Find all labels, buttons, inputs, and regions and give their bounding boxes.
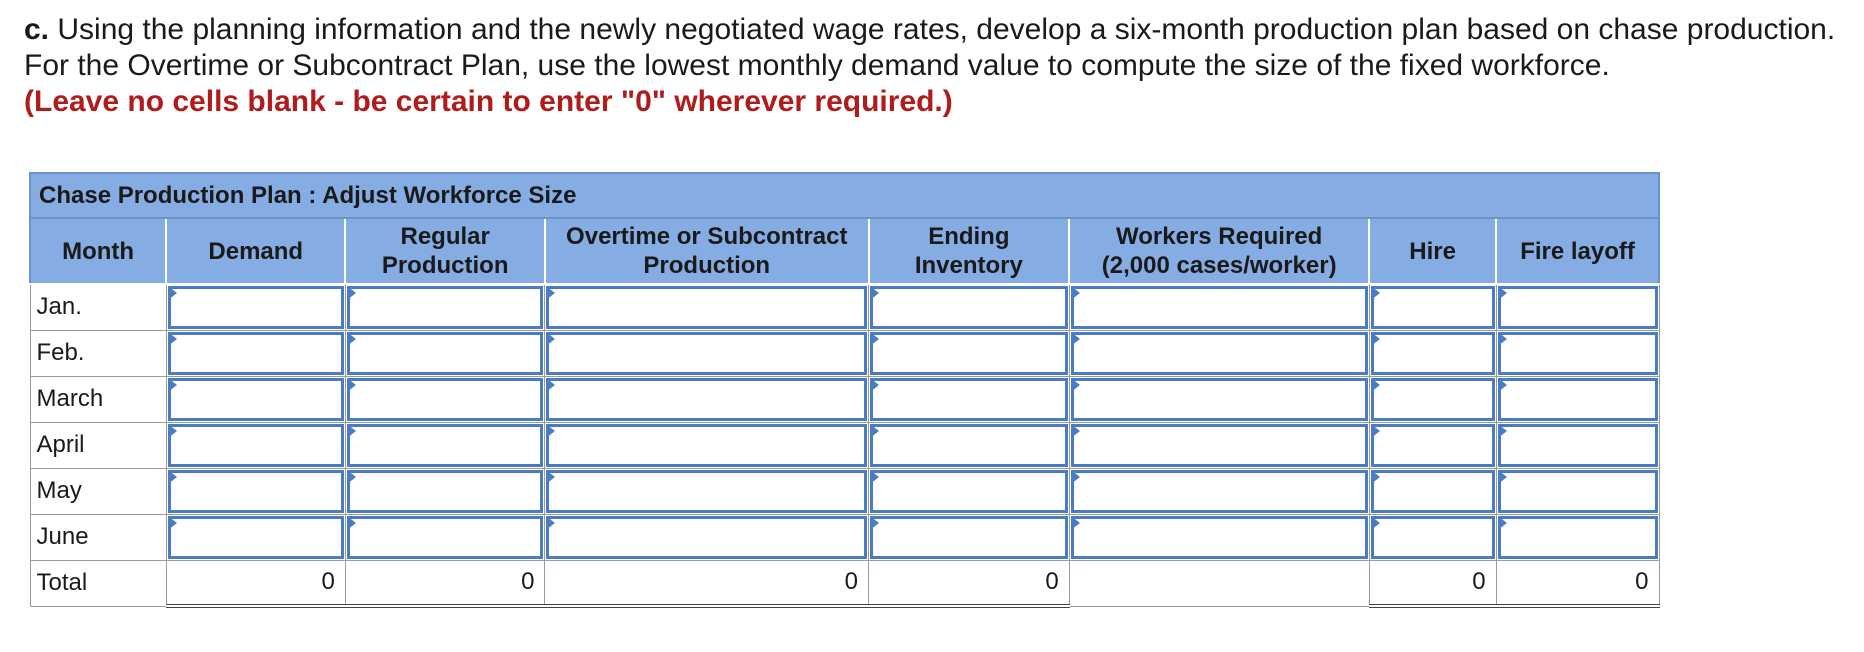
fire-input-box [1498, 378, 1658, 421]
month-label: Jan. [30, 284, 166, 330]
regular-cell [345, 422, 545, 468]
workers-cell [1069, 284, 1369, 330]
overtime-cell [545, 514, 869, 560]
header-workers-required [1069, 218, 1369, 284]
regular-cell [345, 468, 545, 514]
fire-input[interactable] [1501, 427, 1655, 464]
hire-input-box [1371, 332, 1495, 375]
header-overtime-line1: Overtime or Subcontract [566, 223, 848, 250]
overtime-input[interactable] [549, 381, 864, 418]
regular-input[interactable] [350, 289, 541, 326]
hire-input[interactable] [1374, 519, 1492, 556]
overtime-input-box [546, 286, 867, 329]
header-fire-layoff: Fire layoff [1496, 218, 1659, 284]
workers-input[interactable] [1074, 289, 1365, 326]
header-row [30, 218, 1659, 284]
table-title: Chase Production Plan : Adjust Workforce Size [30, 173, 1659, 218]
workers-input-box [1071, 378, 1368, 421]
header-hire: Hire [1369, 218, 1496, 284]
ending-input[interactable] [873, 381, 1065, 418]
hire-input-box [1371, 286, 1495, 329]
demand-cell [166, 422, 345, 468]
fire-input[interactable] [1501, 289, 1655, 326]
demand-cell [166, 514, 345, 560]
hire-input[interactable] [1374, 473, 1492, 510]
header-overtime-line2: Production [643, 252, 771, 279]
overtime-cell [545, 422, 869, 468]
ending-input-box [870, 332, 1068, 375]
demand-cell [166, 376, 345, 422]
regular-input-box [347, 424, 544, 467]
question-body: Using the planning information and the newly negotiated wage rates, develop a six-month production plan based on chase production. For the Overtime or Subcontract Plan, use the lowest monthly demand value to compute the size of the fixed workforce. [24, 13, 1836, 82]
demand-input-box [168, 516, 344, 559]
workers-input-box [1071, 332, 1368, 375]
workers-input[interactable] [1074, 473, 1365, 510]
ending-input[interactable] [873, 427, 1065, 464]
demand-cell [166, 468, 345, 514]
header-overtime-production [545, 218, 869, 284]
ending-cell [869, 514, 1070, 560]
overtime-input[interactable] [549, 335, 864, 372]
ending-cell [869, 376, 1070, 422]
table-row [30, 422, 1659, 468]
total-ending-inventory: 0 [869, 560, 1070, 606]
hire-cell [1369, 422, 1496, 468]
regular-input-box [347, 378, 544, 421]
fire-cell [1496, 284, 1659, 330]
overtime-input-box [546, 332, 867, 375]
table-row [30, 330, 1659, 376]
workers-input[interactable] [1074, 427, 1365, 464]
hire-input-box [1371, 378, 1495, 421]
fire-cell [1496, 422, 1659, 468]
hire-input-box [1371, 424, 1495, 467]
overtime-cell [545, 330, 869, 376]
header-regular-line2: Production [381, 252, 509, 279]
workers-input[interactable] [1074, 335, 1365, 372]
total-label: Total [30, 560, 166, 606]
demand-input-box [168, 286, 344, 329]
overtime-input-box [546, 378, 867, 421]
ending-input[interactable] [873, 289, 1065, 326]
total-workers-required [1069, 560, 1369, 606]
month-label: Feb. [30, 330, 166, 376]
ending-input-box [870, 378, 1068, 421]
header-ending-line2: Inventory [914, 252, 1023, 279]
ending-cell [869, 330, 1070, 376]
header-ending-line1: Ending [928, 223, 1010, 250]
regular-input-box [347, 332, 544, 375]
overtime-cell [545, 468, 869, 514]
workers-input[interactable] [1074, 381, 1365, 418]
ending-input[interactable] [873, 473, 1065, 510]
regular-cell [345, 514, 545, 560]
demand-input[interactable] [171, 289, 341, 326]
fire-input[interactable] [1501, 335, 1655, 372]
total-fire-layoff: 0 [1496, 560, 1659, 606]
fire-input[interactable] [1501, 473, 1655, 510]
overtime-input[interactable] [549, 473, 864, 510]
chase-production-plan-table [29, 172, 1660, 608]
overtime-cell [545, 284, 869, 330]
demand-cell [166, 284, 345, 330]
hire-input-box [1371, 516, 1495, 559]
month-label: May [30, 468, 166, 514]
workers-input-box [1071, 424, 1368, 467]
header-ending-inventory [869, 218, 1070, 284]
overtime-input[interactable] [549, 427, 864, 464]
ending-input[interactable] [873, 519, 1065, 556]
overtime-input[interactable] [549, 289, 864, 326]
overtime-cell [545, 376, 869, 422]
regular-cell [345, 376, 545, 422]
hire-cell [1369, 376, 1496, 422]
hire-cell [1369, 514, 1496, 560]
hire-cell [1369, 468, 1496, 514]
demand-cell [166, 330, 345, 376]
hire-cell [1369, 284, 1496, 330]
total-hire: 0 [1369, 560, 1496, 606]
demand-input-box [168, 378, 344, 421]
ending-input-box [870, 470, 1068, 513]
fire-input-box [1498, 286, 1658, 329]
regular-cell [345, 330, 545, 376]
demand-input-box [168, 470, 344, 513]
total-overtime-production: 0 [545, 560, 869, 606]
ending-cell [869, 422, 1070, 468]
hire-input[interactable] [1374, 381, 1492, 418]
month-label: June [30, 514, 166, 560]
fire-input-box [1498, 470, 1658, 513]
total-row [30, 560, 1659, 606]
overtime-input[interactable] [549, 519, 864, 556]
demand-input-box [168, 424, 344, 467]
overtime-input-box [546, 516, 867, 559]
header-demand: Demand [166, 218, 345, 284]
demand-input-box [168, 332, 344, 375]
question-letter: c. [24, 13, 50, 46]
hire-cell [1369, 330, 1496, 376]
regular-input[interactable] [350, 335, 541, 372]
regular-input-box [347, 286, 544, 329]
question-text [24, 12, 1864, 120]
regular-input[interactable] [350, 381, 541, 418]
overtime-input-box [546, 424, 867, 467]
regular-input-box [347, 470, 544, 513]
header-workers-line1: Workers Required [1116, 223, 1323, 250]
fire-input-box [1498, 332, 1658, 375]
fire-cell [1496, 514, 1659, 560]
ending-cell [869, 284, 1070, 330]
total-demand: 0 [166, 560, 345, 606]
demand-input[interactable] [171, 381, 341, 418]
ending-input-box [870, 424, 1068, 467]
hire-input[interactable] [1374, 289, 1492, 326]
fire-cell [1496, 330, 1659, 376]
demand-input[interactable] [171, 335, 341, 372]
fire-cell [1496, 376, 1659, 422]
table-row [30, 468, 1659, 514]
ending-input-box [870, 286, 1068, 329]
workers-cell [1069, 376, 1369, 422]
workers-cell [1069, 422, 1369, 468]
ending-input[interactable] [873, 335, 1065, 372]
regular-input[interactable] [350, 427, 541, 464]
workers-cell [1069, 330, 1369, 376]
fire-input-box [1498, 516, 1658, 559]
hire-input[interactable] [1374, 427, 1492, 464]
hire-input[interactable] [1374, 335, 1492, 372]
table-row [30, 284, 1659, 330]
fire-input[interactable] [1501, 519, 1655, 556]
ending-input-box [870, 516, 1068, 559]
regular-input[interactable] [350, 473, 541, 510]
workers-input-box [1071, 470, 1368, 513]
overtime-input-box [546, 470, 867, 513]
month-label: March [30, 376, 166, 422]
regular-input-box [347, 516, 544, 559]
workers-input[interactable] [1074, 519, 1365, 556]
ending-cell [869, 468, 1070, 514]
month-rows [30, 284, 1659, 560]
table-row [30, 514, 1659, 560]
workers-input-box [1071, 516, 1368, 559]
demand-input[interactable] [171, 519, 341, 556]
workers-cell [1069, 514, 1369, 560]
fire-input[interactable] [1501, 381, 1655, 418]
regular-input[interactable] [350, 519, 541, 556]
header-regular-line1: Regular [400, 223, 490, 250]
hire-input-box [1371, 470, 1495, 513]
demand-input[interactable] [171, 473, 341, 510]
question-note: (Leave no cells blank - be certain to enter "0" wherever required.) [24, 85, 953, 118]
fire-input-box [1498, 424, 1658, 467]
workers-input-box [1071, 286, 1368, 329]
month-label: April [30, 422, 166, 468]
header-regular-production [345, 218, 545, 284]
total-regular-production: 0 [345, 560, 545, 606]
demand-input[interactable] [171, 427, 341, 464]
header-workers-line2: (2,000 cases/worker) [1101, 252, 1337, 279]
workers-cell [1069, 468, 1369, 514]
header-month: Month [30, 218, 166, 284]
table-row [30, 376, 1659, 422]
fire-cell [1496, 468, 1659, 514]
regular-cell [345, 284, 545, 330]
